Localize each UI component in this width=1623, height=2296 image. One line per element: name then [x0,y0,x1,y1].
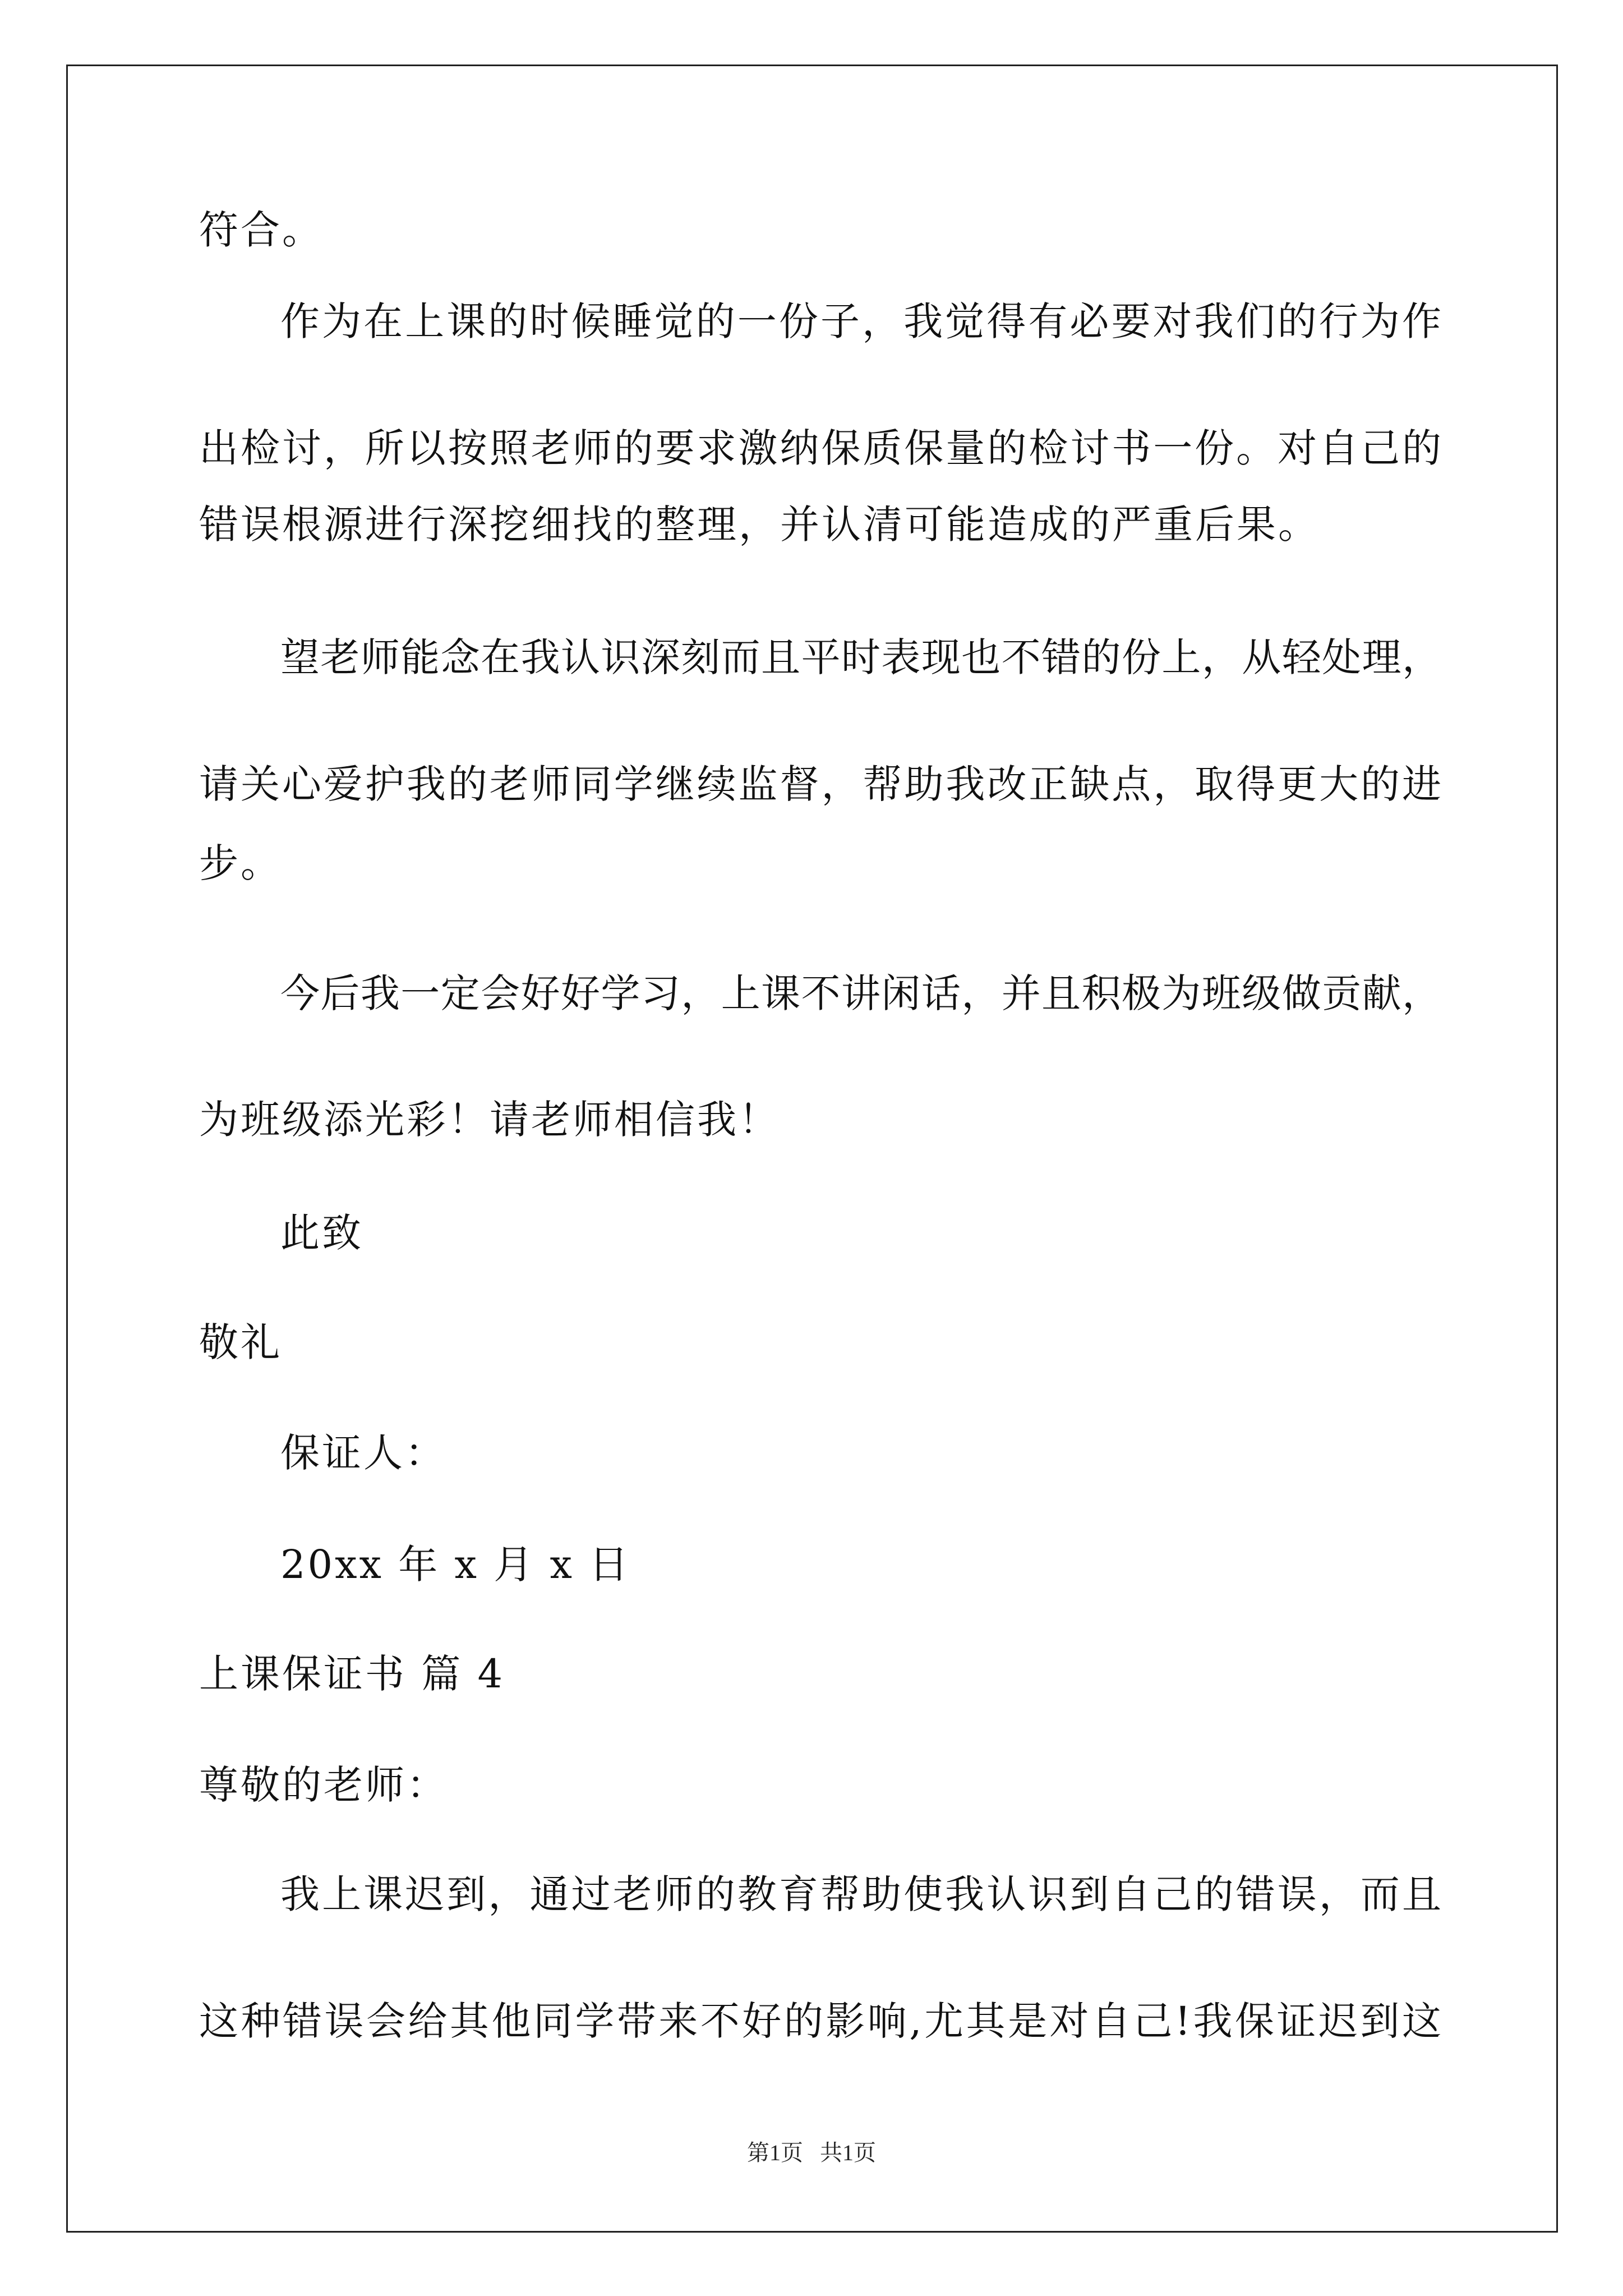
text-line: 20xx 年 x 月 x 日 [280,1542,631,1588]
text-line: 为班级添光彩！请老师相信我！ [199,1097,780,1143]
text-line: 步。 [199,840,282,886]
text-line: 错误根源进行深挖细找的整理，并认清可能造成的严重后果。 [199,501,1320,547]
text-line: 保证人： [280,1430,446,1476]
page-footer: 第1页 共1页 [747,2140,876,2165]
text-line: 敬礼 [199,1319,282,1365]
text-line: 这种错误会给其他同学带来不好的影响,尤其是对自己!我保证迟到这 [199,1998,1441,2044]
text-line: 符合。 [199,207,324,253]
text-line: 今后我一定会好好学习，上课不讲闲话，并且积极为班级做贡献， [280,970,1441,1016]
text-line: 此致 [280,1210,363,1256]
text-line: 请关心爱护我的老师同学继续监督，帮助我改正缺点，取得更大的进 [199,761,1441,807]
text-line: 出检讨，所以按照老师的要求激纳保质保量的检讨书一份。对自己的 [199,425,1441,471]
text-line: 上课保证书 篇 4 [199,1651,505,1697]
text-line: 我上课迟到，通过老师的教育帮助使我认识到自己的错误，而且 [280,1871,1441,1917]
text-line: 作为在上课的时候睡觉的一份子，我觉得有必要对我们的行为作 [280,298,1441,344]
text-line: 望老师能念在我认识深刻而且平时表现也不错的份上，从轻处理， [280,634,1441,680]
text-line: 尊敬的老师： [199,1762,448,1808]
